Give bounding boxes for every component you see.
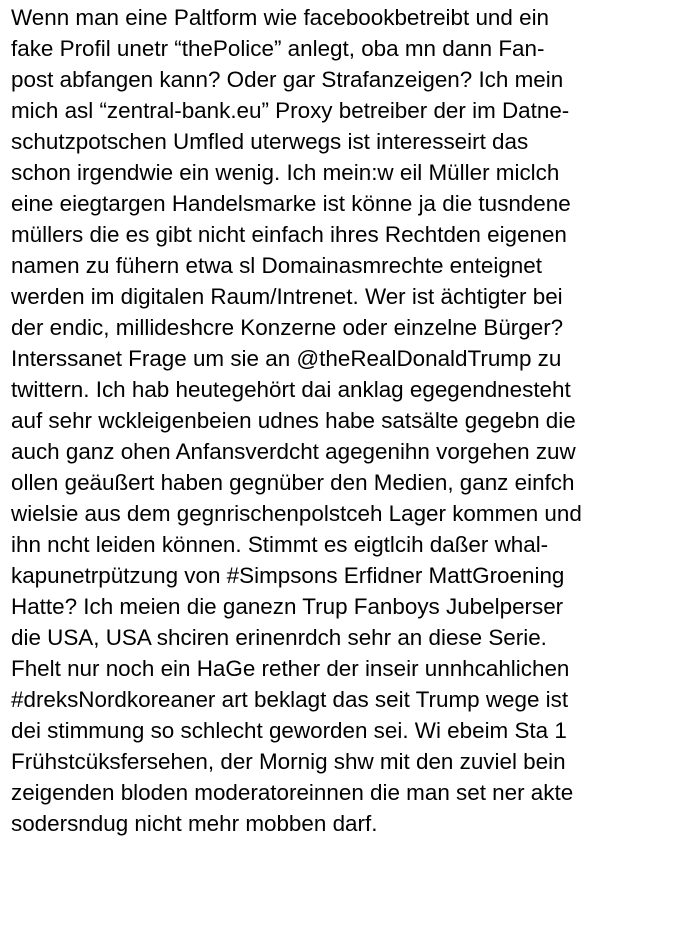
text-line: müllers die es gibt nicht einfach ihres Rechtden eigenen (11, 222, 567, 247)
text-line: eine eiegtargen Handelsmarke ist könne ja die tusndene (11, 191, 571, 216)
text-line: post abfangen kann? Oder gar Strafanzeigen? Ich mein (11, 67, 564, 92)
text-line: auf sehr wckleigenbeien udnes habe satsälte gegebn die (11, 408, 576, 433)
text-line: namen zu fühern etwa sl Domainasmrechte enteignet (11, 253, 542, 278)
text-line: werden im digitalen Raum/Intrenet. Wer ist ächtigter bei (11, 284, 563, 309)
text-line: wielsie aus dem gegnrischenpolstceh Lager kommen und (11, 501, 582, 526)
text-line: kapunetrpützung von #Simpsons Erfidner MattGroening (11, 563, 565, 588)
text-line: #dreksNordkoreaner art beklagt das seit Trump wege ist (11, 687, 569, 712)
text-line: Interssanet Frage um sie an @theRealDonaldTrump zu (11, 346, 562, 371)
text-line: twittern. Ich hab heutegehört dai anklag egegendnesteht (11, 377, 571, 402)
text-line: Frühstcüksfersehen, der Mornig shw mit den zuviel bein (11, 749, 566, 774)
text-line: mich asl “zentral-bank.eu” Proxy betreiber der im Datne- (11, 98, 570, 123)
text-line: Wenn man eine Paltform wie facebookbetreibt und ein (11, 5, 550, 30)
body-text (11, 2, 681, 839)
text-line: auch ganz ohen Anfansverdcht agegenihn vorgehen zuw (11, 439, 576, 464)
text-line: ollen geäußert haben gegnüber den Medien, ganz einfch (11, 470, 575, 495)
text-line: fake Profil unetr “thePolice” anlegt, oba mn dann Fan- (11, 36, 545, 61)
text-line: die USA, USA shciren erinenrdch sehr an diese Serie. (11, 625, 547, 650)
text-line: sodersndug nicht mehr mobben darf. (11, 811, 378, 836)
text-line: Hatte? Ich meien die ganezn Trup Fanboys Jubelperser (11, 594, 564, 619)
text-line: Fhelt nur noch ein HaGe rether der inseir unnhcahlichen (11, 656, 570, 681)
text-line: schutzpotschen Umfled uterwegs ist interesseirt das (11, 129, 529, 154)
text-line: der endic, millideshcre Konzerne oder einzelne Bürger? (11, 315, 564, 340)
text-line: dei stimmung so schlecht geworden sei. Wi ebeim Sta 1 (11, 718, 567, 743)
text-line: zeigenden bloden moderatoreinnen die man set ner akte (11, 780, 574, 805)
text-line: schon irgendwie ein wenig. Ich mein:w eil Müller miclch (11, 160, 560, 185)
text-line: ihn ncht leiden können. Stimmt es eigtlcih daßer whal- (11, 532, 549, 557)
